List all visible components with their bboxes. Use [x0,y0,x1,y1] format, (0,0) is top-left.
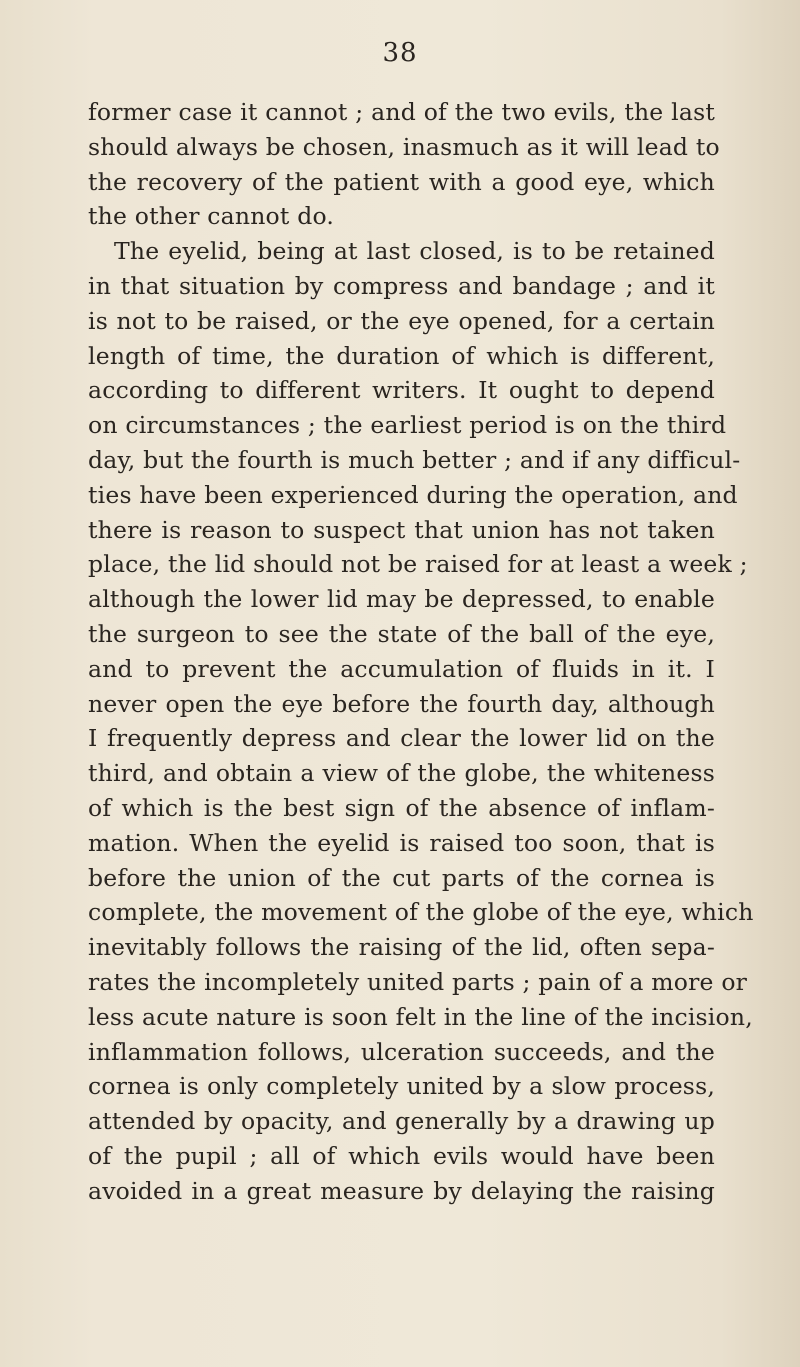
text-line: the recovery of the patient with a good eye, which [88,167,715,196]
text-line: of the pupil ; all of which evils would have been [88,1141,715,1170]
text-line: place, the lid should not be raised for at least a week ; [88,550,748,579]
text-line: although the lower lid may be depressed, to enable [88,585,715,614]
text-line: inflammation follows, ulceration succeeds, and the [88,1037,715,1066]
text-line: of which is the best sign of the absence of inflam- [88,793,715,822]
text-line: avoided in a great measure by delaying the raising [88,1176,715,1205]
text-line: before the union of the cut parts of the cornea is [88,863,715,892]
text-line: ties have been experienced during the operation, and [88,480,738,509]
text-line: is not to be raised, or the eye opened, for a certain [88,306,715,335]
text-line: on circumstances ; the earliest period is on the third [88,411,727,440]
text-line: third, and obtain a view of the globe, the whiteness [88,759,715,788]
text-line: length of time, the duration of which is different, [88,341,715,370]
text-line: never open the eye before the fourth day, although [88,689,715,718]
text-line: mation. When the eyelid is raised too soon, that is [88,828,715,857]
text-line: day, but the fourth is much better ; and if any difficul- [88,445,741,474]
page-number: 38 [382,38,418,68]
text-line: the other cannot do. [88,202,335,231]
text-line: the surgeon to see the state of the ball of the eye, [88,619,715,648]
text-line: attended by opacity, and generally by a drawing up [88,1107,715,1136]
body-text [88,95,754,1209]
text-line: The eyelid, being at last closed, is to be retained [114,237,715,266]
text-line: less acute nature is soon felt in the line of the incision, [88,1002,753,1031]
text-line: cornea is only completely united by a slow process, [88,1072,715,1101]
text-line: there is reason to suspect that union has not taken [88,515,715,544]
text-line: rates the incompletely united parts ; pain of a more or [88,967,748,996]
text-line: should always be chosen, inasmuch as it will lead to [88,132,720,161]
text-line: complete, the movement of the globe of the eye, which [88,898,754,927]
text-line: I frequently depress and clear the lower lid on the [88,724,715,753]
text-line: former case it cannot ; and of the two evils, the last [88,98,715,126]
text-line: inevitably follows the raising of the lid, often sepa- [88,933,715,962]
text-line: in that situation by compress and bandage ; and it [88,271,715,300]
text-line: according to different writers. It ought to depend [88,376,715,405]
text-line: and to prevent the accumulation of fluids in it. I [88,654,715,683]
